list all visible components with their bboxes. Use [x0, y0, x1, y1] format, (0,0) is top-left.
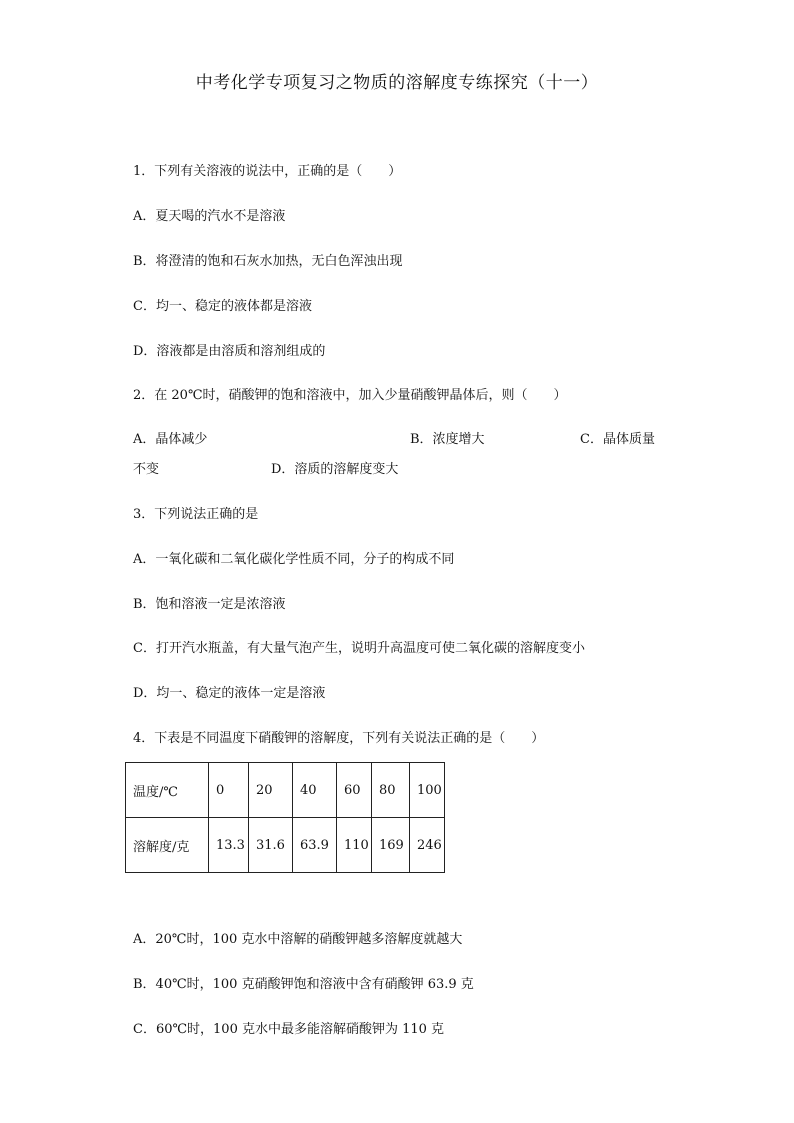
- q2-stem: 2．在 20℃时，硝酸钾的饱和溶液中，加入少量硝酸钾晶体后，则（ ）: [133, 388, 567, 403]
- table-header-temperature: 温度/℃: [126, 763, 209, 818]
- table-cell: 0: [209, 763, 249, 818]
- table-cell: 169: [372, 818, 410, 873]
- page-title: 中考化学专项复习之物质的溶解度专练探究（十一）: [195, 73, 599, 93]
- q3-stem: 3．下列说法正确的是: [133, 507, 259, 522]
- q2-option-c: C．晶体质量: [580, 432, 655, 447]
- q3-option-d: D．均一、稳定的液体一定是溶液: [133, 686, 326, 701]
- q4-option-a: A．20℃时，100 克水中溶解的硝酸钾越多溶解度就越大: [133, 932, 463, 947]
- table-cell: 100: [410, 763, 445, 818]
- table-row-solubility: [126, 818, 445, 873]
- table-header-solubility: 溶解度/克: [126, 818, 209, 873]
- table-cell: 60: [337, 763, 372, 818]
- q1-option-c: C．均一、稳定的液体都是溶液: [133, 299, 312, 314]
- table-cell: 13.3: [209, 818, 249, 873]
- table-row-temperature: [126, 763, 445, 818]
- q2-option-c-continued: 不变: [133, 462, 160, 477]
- q3-option-c: C．打开汽水瓶盖，有大量气泡产生，说明升高温度可使二氧化碳的溶解度变小: [133, 641, 585, 656]
- table-cell: 20: [249, 763, 293, 818]
- q2-option-a: A．晶体减少: [133, 432, 208, 447]
- q1-option-a: A．夏天喝的汽水不是溶液: [133, 209, 286, 224]
- q4-stem: 4．下表是不同温度下硝酸钾的溶解度，下列有关说法正确的是（ ）: [133, 731, 545, 746]
- table-cell: 31.6: [249, 818, 293, 873]
- table-cell: 246: [410, 818, 445, 873]
- q3-option-b: B．饱和溶液一定是浓溶液: [133, 597, 286, 612]
- q4-option-c: C．60℃时，100 克水中最多能溶解硝酸钾为 110 克: [133, 1022, 445, 1037]
- q4-option-b: B．40℃时，100 克硝酸钾饱和溶液中含有硝酸钾 63.9 克: [133, 977, 474, 992]
- q3-option-a: A．一氧化碳和二氧化碳化学性质不同，分子的构成不同: [133, 552, 455, 567]
- table-cell: 40: [293, 763, 337, 818]
- table-cell: 63.9: [293, 818, 337, 873]
- q2-option-d: D．溶质的溶解度变大: [271, 462, 399, 477]
- table-cell: 80: [372, 763, 410, 818]
- solubility-table: [125, 762, 445, 873]
- q1-stem: 1．下列有关溶液的说法中，正确的是（ ）: [133, 164, 402, 179]
- q1-option-b: B．将澄清的饱和石灰水加热，无白色浑浊出现: [133, 254, 403, 269]
- table-cell: 110: [337, 818, 372, 873]
- q1-option-d: D．溶液都是由溶质和溶剂组成的: [133, 344, 326, 359]
- q2-option-b: B．浓度增大: [410, 432, 485, 447]
